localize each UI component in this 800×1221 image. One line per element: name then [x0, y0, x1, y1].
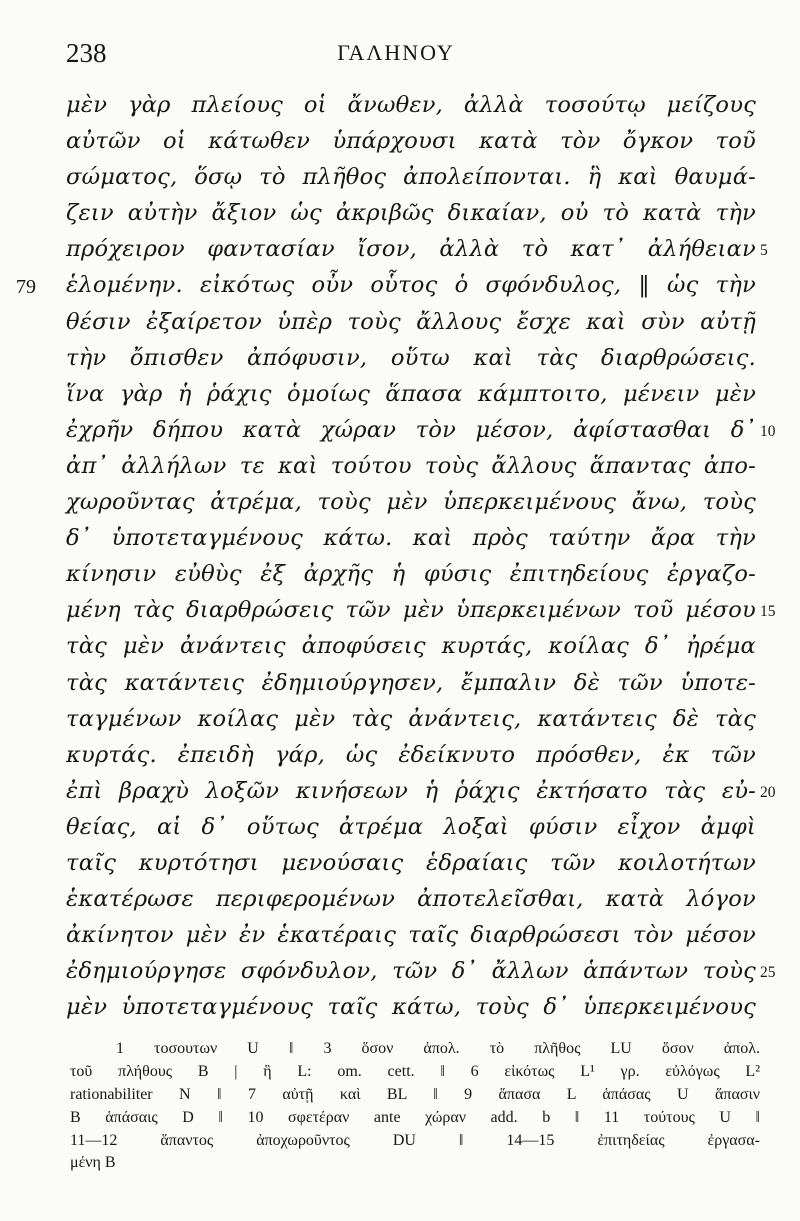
text-line	[0, 884, 800, 920]
text-line	[0, 812, 800, 848]
text-line	[0, 270, 800, 306]
text-line	[0, 992, 800, 1028]
text-line	[0, 307, 800, 343]
apparatus-line: τοῦ πλήθους B | ἣ L: om. cett. ‖ 6 εἰκότως L¹ γρ. εὐλόγως L²	[70, 1062, 760, 1080]
line-number: 10	[760, 422, 776, 440]
text-line	[0, 631, 800, 667]
line-text: τὰς μὲν ἀνάντεις ἀποφύσεις κυρτάς, κοίλας δ᾽ ἠρέμα	[66, 633, 756, 660]
line-text: μὲν ὑποτεταγμένους ταῖς κάτω, τοὺς δ᾽ ὑπερκειμένους	[66, 994, 756, 1021]
text-line	[0, 451, 800, 487]
bleed-through-shadow	[268, 42, 398, 52]
text-line	[0, 956, 800, 992]
line-text: ἐδημιούργησε σφόνδυλον, τῶν δ᾽ ἄλλων ἁπάντων τοὺς	[66, 958, 756, 985]
line-text: ταγμένων κοίλας μὲν τὰς ἀνάντεις, κατάντεις δὲ τὰς	[66, 705, 756, 732]
text-line	[0, 523, 800, 559]
apparatus-line: 1 τοσουτων U ‖ 3 ὅσον ἀπολ. τὸ πλῆθος LU ὅσον ἀπολ.	[116, 1040, 760, 1057]
line-text: μὲν γὰρ πλείους οἱ ἄνωθεν, ἀλλὰ τοσούτῳ μείζους	[66, 92, 756, 118]
line-text: ἐχρῆν δήπου κατὰ χώραν τὸν μέσον, ἀφίστασθαι δ᾽	[66, 416, 756, 443]
line-text: κίνησιν εὐθὺς ἐξ ἀρχῆς ἡ φύσις ἐπιτηδείους ἐργαζο-	[66, 561, 756, 588]
main-text	[0, 90, 800, 1028]
line-number: 20	[760, 783, 776, 801]
apparatus-line: 11—12 ἅπαντος ἀποχωροῦντος DU ‖ 14—15 ἐπιτηδείας ἐργασα-	[70, 1131, 760, 1149]
line-text: θείας, αἱ δ᾽ οὕτως ἀτρέμα λοξαὶ φύσιν εἶχον ἀμφὶ	[66, 813, 756, 840]
line-number: 5	[760, 242, 768, 260]
line-text: ταῖς κυρτότησι μενούσαις ἑδραίαις τῶν κοιλοτήτων	[66, 849, 756, 876]
line-text: δ᾽ ὑποτεταγμένους κάτω. καὶ πρὸς ταύτην ἄρα τὴν	[66, 525, 756, 552]
line-text: μένη τὰς διαρθρώσεις τῶν μὲν ὑπερκειμένων τοῦ μέσου	[66, 597, 756, 624]
apparatus-line: B ἁπάσαις D ‖ 10 σφετέραν ante χώραν add. b ‖ 11 τούτους U ‖	[70, 1108, 760, 1126]
text-line	[0, 343, 800, 379]
text-line	[0, 920, 800, 956]
text-line	[0, 487, 800, 523]
text-line	[0, 704, 800, 740]
line-text: θέσιν ἐξαίρετον ὑπὲρ τοὺς ἄλλους ἔσχε καὶ σὺν αὐτῇ	[66, 308, 756, 335]
text-line	[0, 848, 800, 884]
line-text: αὐτῶν οἱ κάτωθεν ὑπάρχουσι κατὰ τὸν ὄγκον τοῦ	[66, 128, 756, 155]
text-line	[0, 90, 800, 126]
line-text: τὰς κατάντεις ἐδημιούργησεν, ἔμπαλιν δὲ τῶν ὑποτε-	[66, 669, 756, 696]
line-text: ἀπ᾽ ἀλλήλων τε καὶ τούτου τοὺς ἄλλους ἅπαντας ἀπο-	[66, 452, 756, 479]
text-line	[0, 559, 800, 595]
left-margin-number: 79	[16, 276, 36, 299]
line-text: πρόχειρον φαντασίαν ἴσον, ἀλλὰ τὸ κατ᾽ ἀλήθειαν	[66, 236, 756, 263]
text-line	[0, 379, 800, 415]
line-number: 25	[760, 964, 776, 982]
line-text: ἑκατέρωσε περιφερομένων ἀποτελεῖσθαι, κατὰ λόγον	[66, 886, 756, 913]
apparatus-line: rationabiliter N ‖ 7 αὐτῇ καὶ BL ‖ 9 ἅπασα L ἁπάσας U ἅπασιν	[70, 1085, 760, 1103]
apparatus-line: μένη B	[70, 1154, 116, 1172]
text-line	[0, 234, 800, 270]
text-line	[0, 198, 800, 234]
text-line	[0, 740, 800, 776]
line-text: ἐπὶ βραχὺ λοξῶν κινήσεων ἡ ῥάχις ἐκτήσατο τὰς εὐ-	[66, 777, 756, 804]
line-text: κυρτάς. ἐπειδὴ γάρ, ὡς ἐδείκνυτο πρόσθεν, ἐκ τῶν	[66, 741, 756, 768]
text-line	[0, 162, 800, 198]
text-line	[0, 126, 800, 162]
critical-apparatus	[70, 1040, 760, 1177]
page-number: 238	[66, 38, 107, 68]
line-text: σώματος, ὅσῳ τὸ πλῆθος ἀπολείπονται. ἣ καὶ θαυμά-	[66, 164, 756, 191]
text-line	[0, 776, 800, 812]
text-line	[0, 415, 800, 451]
line-text: τὴν ὄπισθεν ἀπόφυσιν, οὕτω καὶ τὰς διαρθρώσεις.	[66, 344, 756, 371]
text-line	[0, 668, 800, 704]
running-head: ΓΑΛΗΝΟΥ	[337, 40, 455, 65]
line-text: ἀκίνητον μὲν ἐν ἑκατέραις ταῖς διαρθρώσεσι τὸν μέσον	[66, 922, 756, 949]
text-line	[0, 595, 800, 631]
line-text: ἑλομένην. εἰκότως οὖν οὗτος ὁ σφόνδυλος, ‖ ὡς τὴν	[66, 272, 756, 299]
line-number: 15	[760, 603, 776, 621]
line-text: ἵνα γὰρ ἡ ῥάχις ὁμοίως ἅπασα κάμπτοιτο, μένειν μὲν	[66, 380, 756, 407]
line-text: ζειν αὐτὴν ἄξιον ὡς ἀκριβῶς δικαίαν, οὐ τὸ κατὰ τὴν	[66, 200, 756, 227]
line-text: χωροῦντας ἀτρέμα, τοὺς μὲν ὑπερκειμένους ἄνω, τοὺς	[66, 489, 756, 516]
